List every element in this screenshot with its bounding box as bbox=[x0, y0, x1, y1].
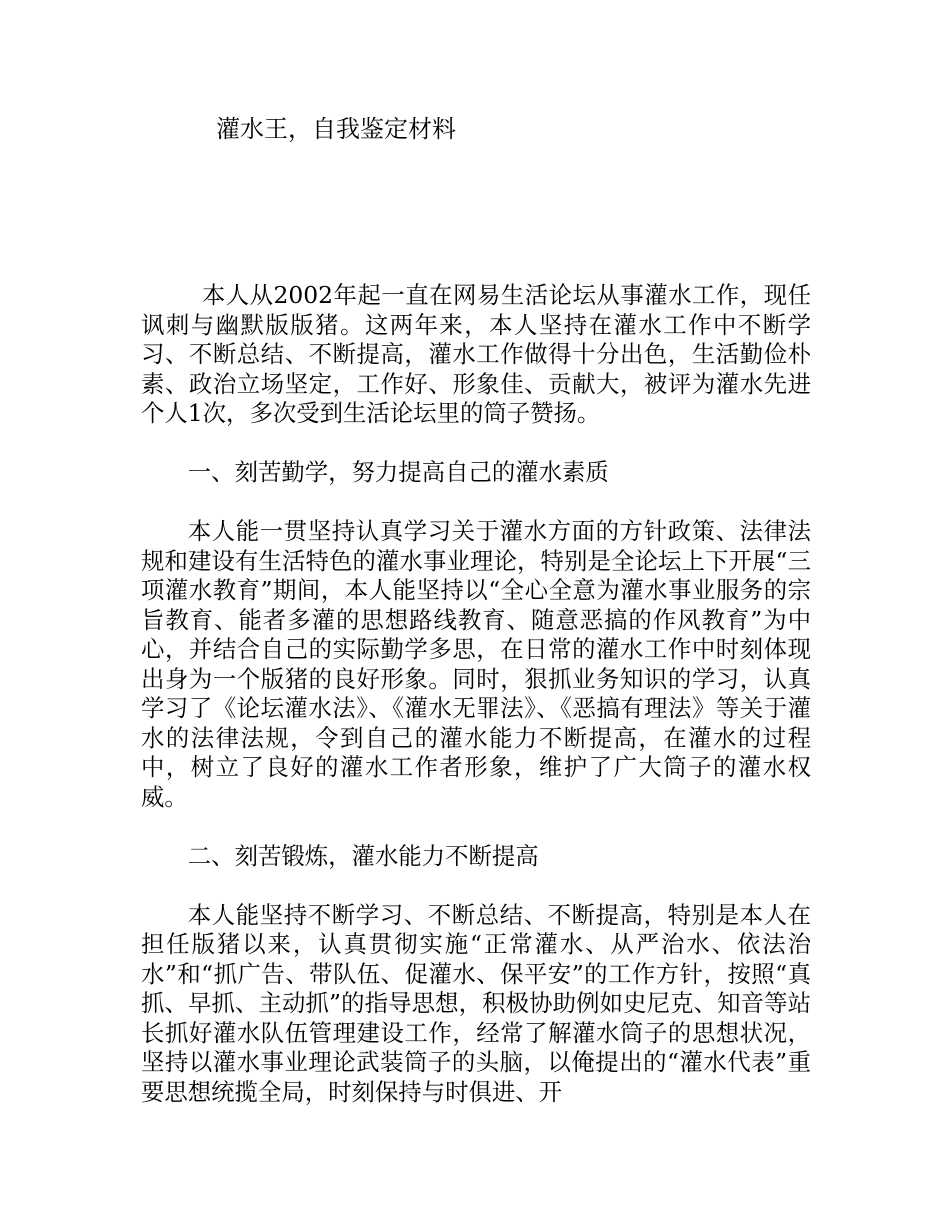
paragraph-spacer bbox=[141, 488, 811, 518]
section-heading-2: 二、刻苦锻炼，灌水能力不断提高 bbox=[187, 841, 539, 870]
document-body bbox=[141, 281, 811, 1107]
paragraph-spacer bbox=[141, 429, 811, 459]
paragraph-spacer bbox=[141, 812, 811, 842]
document-title: 灌水王，自我鉴定材料 bbox=[216, 115, 456, 143]
paragraph-spacer bbox=[141, 871, 811, 901]
section-heading-1: 一、刻苦勤学，努力提高自己的灌水素质 bbox=[187, 458, 609, 486]
section-body-1: 本人能一贯坚持认真学习关于灌水方面的方针政策、法律法规和建设有生活特色的灌水事业理论，特别是全论坛上下开展“三项灌水教育”期间，本人能坚持以“全心全意为灌水事业服务的宗旨教育、能者多灌的思想路线教育、随意恶搞的作风教育”为中心，并结合自己的实际勤学多思，在日常的灌水工作中时刻体现出身为一个版猪的良好形象。同时，狠抓业务知识的学习，认真学习了《论坛灌水法》、《灌水无罪法》、《恶搞有理法》等关于灌水的法律法规，令到自己的灌水能力不断提高，在灌水的过程中，树立了良好的灌水工作者形象，维护了广大筒子的灌水权威。 bbox=[141, 517, 811, 811]
section-body-2: 本人能坚持不断学习、不断总结、不断提高，特别是本人在担任版猪以来，认真贯彻实施“正常灌水、从严治水、依法治水”和“抓广告、带队伍、促灌水、保平安”的工作方针，按照“真抓、早抓、主动抓”的指导思想，积极协助例如史尼克、知音等站长抓好灌水队伍管理建设工作，经常了解灌水筒子的思想状况，坚持以灌水事业理论武装筒子的头脑，以俺提出的“灌水代表”重要思想统揽全局，时刻保持与时俱进、开 bbox=[141, 900, 811, 1106]
intro-paragraph: 本人从2002年起一直在网易生活论坛从事灌水工作，现任讽刺与幽默版版猪。这两年来，本人坚持在灌水工作中不断学习、不断总结、不断提高，灌水工作做得十分出色，生活勤俭朴素、政治立场坚定，工作好、形象佳、贡献大，被评为灌水先进个人1次，多次受到生活论坛里的筒子赞扬。 bbox=[141, 281, 811, 427]
